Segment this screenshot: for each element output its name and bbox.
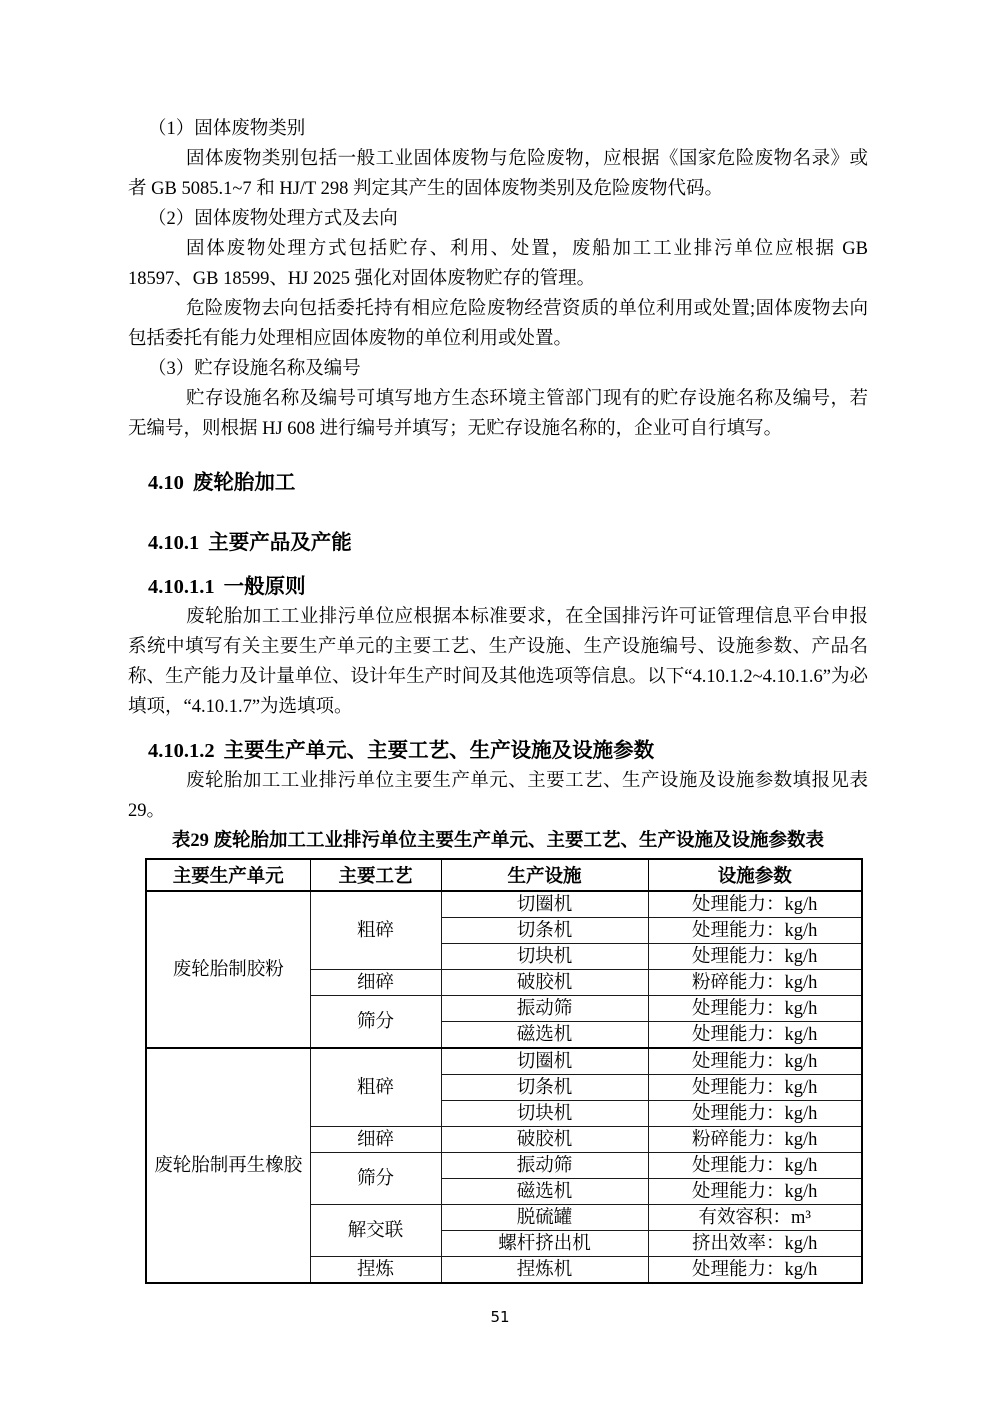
section-heading-4-10-1-1	[128, 572, 868, 602]
list-item-1-label: （1）固体废物类别	[148, 119, 306, 139]
column-header: 主要工艺	[310, 859, 441, 891]
equipment-cell: 振动筛	[441, 1153, 648, 1179]
table-row	[146, 891, 862, 918]
section-title: 一般原则	[223, 575, 306, 598]
parameter-cell: 处理能力：kg/h	[648, 1153, 862, 1179]
equipment-cell: 脱硫罐	[441, 1205, 648, 1231]
paragraph-storage-facility: 贮存设施名称及编号可填写地方生态环境主管部门现有的贮存设施名称及编号，若无编号，则根据 HJ 608 进行编号并填写；无贮存设施名称的，企业可自行填写。	[128, 389, 868, 439]
parameter-cell: 处理能力：kg/h	[648, 944, 862, 970]
equipment-cell: 磁选机	[441, 1179, 648, 1205]
equipment-cell: 破胶机	[441, 970, 648, 996]
parameter-cell: 处理能力：kg/h	[648, 996, 862, 1022]
process-cell: 粗碎	[310, 1048, 441, 1127]
equipment-cell: 切圈机	[441, 1048, 648, 1075]
paragraph-general-principle: 废轮胎加工工业排污单位应根据本标准要求，在全国排污许可证管理信息平台申报系统中填写有关主要生产单元的主要工艺、生产设施、生产设施编号、设施参数、产品名称、生产能力及计量单位、设计年生产时间及其他选项等信息。以下“4.10.1.2~4.10.1.6”为必填项，“4.10.1.7”为选填项。	[128, 607, 868, 717]
section-number: 4.10.1.2	[148, 740, 215, 762]
parameter-cell: 粉碎能力：kg/h	[648, 1127, 862, 1153]
process-cell: 解交联	[310, 1205, 441, 1257]
column-header: 生产设施	[441, 859, 648, 891]
parameter-cell: 处理能力：kg/h	[648, 1179, 862, 1205]
section-title: 主要产品及产能	[208, 531, 352, 554]
equipment-cell: 切条机	[441, 1075, 648, 1101]
section-number: 4.10.1	[148, 532, 200, 554]
process-cell: 筛分	[310, 1153, 441, 1205]
table-header-row	[146, 859, 862, 891]
equipment-cell: 捏炼机	[441, 1257, 648, 1284]
parameter-cell: 有效容积：m³	[648, 1205, 862, 1231]
parameter-cell: 处理能力：kg/h	[648, 1022, 862, 1049]
equipment-cell: 破胶机	[441, 1127, 648, 1153]
parameter-cell: 处理能力：kg/h	[648, 891, 862, 918]
column-header: 主要生产单元	[146, 859, 310, 891]
paragraph-table-intro: 废轮胎加工工业排污单位主要生产单元、主要工艺、生产设施及设施参数填报见表29。	[128, 771, 868, 821]
equipment-cell: 螺杆挤出机	[441, 1231, 648, 1257]
column-header: 设施参数	[648, 859, 862, 891]
production-unit-cell: 废轮胎制胶粉	[146, 891, 310, 1048]
parameter-cell: 处理能力：kg/h	[648, 1048, 862, 1075]
paragraph-waste-handling: 固体废物处理方式包括贮存、利用、处置，废船加工工业排污单位应根据 GB 18597、GB 18599、HJ 2025 强化对固体废物贮存的管理。	[128, 239, 868, 289]
parameter-cell: 挤出效率：kg/h	[648, 1231, 862, 1257]
list-item-2-label: （2）固体废物处理方式及去向	[148, 209, 398, 229]
parameter-cell: 处理能力：kg/h	[648, 1075, 862, 1101]
table-row	[146, 1048, 862, 1075]
page-content	[128, 114, 868, 1284]
paragraph-waste-category: 固体废物类别包括一般工业固体废物与危险废物，应根据《国家危险废物名录》或者 GB 5085.1~7 和 HJ/T 298 判定其产生的固体废物类别及危险废物代码。	[128, 149, 868, 199]
equipment-cell: 磁选机	[441, 1022, 648, 1049]
table-body	[146, 891, 862, 1283]
parameter-cell: 处理能力：kg/h	[648, 918, 862, 944]
section-title: 主要生产单元、主要工艺、生产设施及设施参数	[223, 739, 655, 762]
section-heading-4-10	[128, 468, 868, 498]
page-number: 51	[490, 1308, 510, 1326]
equipment-cell: 切块机	[441, 1101, 648, 1127]
production-unit-cell: 废轮胎制再生橡胶	[146, 1048, 310, 1283]
section-number: 4.10	[148, 472, 184, 494]
section-title: 废轮胎加工	[192, 471, 296, 494]
section-heading-4-10-1	[128, 528, 868, 558]
table-caption: 表29 废轮胎加工工业排污单位主要生产单元、主要工艺、生产设施及设施参数表	[171, 831, 825, 851]
parameter-cell: 粉碎能力：kg/h	[648, 970, 862, 996]
parameter-cell: 处理能力：kg/h	[648, 1257, 862, 1284]
parameter-cell: 处理能力：kg/h	[648, 1101, 862, 1127]
process-cell: 粗碎	[310, 891, 441, 970]
process-cell: 细碎	[310, 970, 441, 996]
process-cell: 筛分	[310, 996, 441, 1049]
list-item-3-label: （3）贮存设施名称及编号	[148, 359, 361, 379]
process-cell: 捏炼	[310, 1257, 441, 1284]
table-29	[145, 858, 863, 1284]
paragraph-waste-destination: 危险废物去向包括委托持有相应危险废物经营资质的单位利用或处置;固体废物去向包括委托有能力处理相应固体废物的单位利用或处置。	[128, 299, 868, 349]
process-cell: 细碎	[310, 1127, 441, 1153]
equipment-cell: 切圈机	[441, 891, 648, 918]
equipment-cell: 振动筛	[441, 996, 648, 1022]
equipment-cell: 切块机	[441, 944, 648, 970]
section-heading-4-10-1-2	[128, 736, 868, 766]
equipment-cell: 切条机	[441, 918, 648, 944]
section-number: 4.10.1.1	[148, 576, 215, 598]
